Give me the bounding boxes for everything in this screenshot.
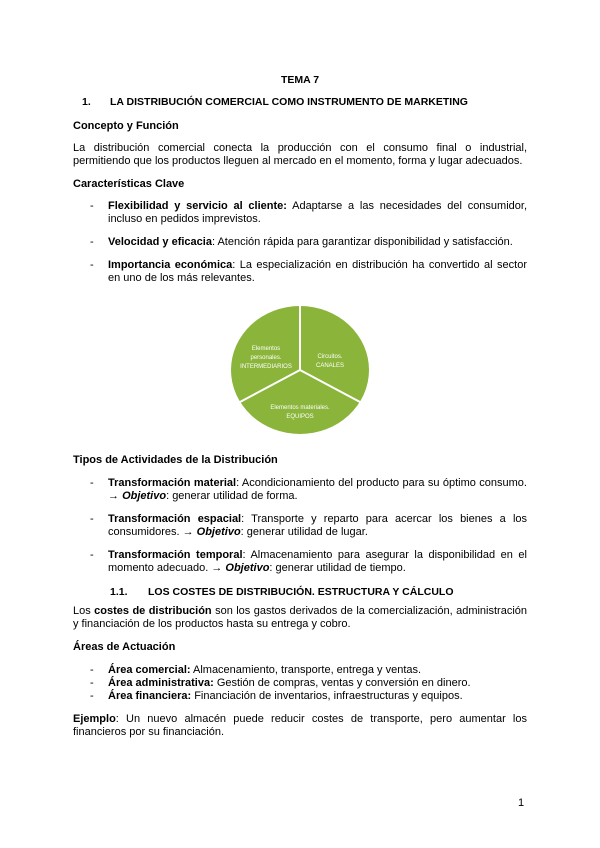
example-paragraph — [73, 713, 527, 739]
item-term: Transformación espacial — [108, 513, 242, 525]
objective-label: Objetivo — [196, 526, 241, 538]
costs-term: costes de distribución — [94, 605, 212, 617]
section-1-1-number: 1.1. — [110, 586, 128, 598]
segment-personal-line2: personales. — [250, 355, 282, 361]
item-text: : Acondicionamiento del producto para su óptimo consumo. → — [108, 477, 527, 502]
section-1-title: LA DISTRIBUCIÓN COMERCIAL COMO INSTRUMENTO DE MARKETING — [110, 96, 468, 108]
list-bullet: - — [90, 690, 94, 702]
costs-suffix: son los gastos derivados de la comercialización, administración y financiación de los productos hasta su entrega y cobro. — [73, 605, 528, 630]
list-bullet: - — [90, 664, 94, 676]
list-item — [73, 677, 527, 690]
activities-heading: Tipos de Actividades de la Distribución — [73, 454, 278, 466]
areas-list — [73, 664, 527, 703]
segment-material-line1: Elementos materiales. — [270, 405, 330, 411]
list-bullet: - — [90, 549, 94, 561]
topic-title: TEMA 7 — [280, 74, 320, 86]
objective-text: : generar utilidad de forma. — [166, 490, 298, 502]
item-term: Área financiera: — [108, 690, 192, 702]
list-item — [73, 690, 527, 703]
objective-label: Objetivo — [225, 562, 270, 574]
list-item — [73, 200, 527, 226]
item-text: : La especialización en distribución ha convertido al sector en uno de los más relevantes. — [108, 259, 527, 284]
item-text: Adaptarse a las necesidades del consumidor, incluso en pedidos imprevistos. — [108, 200, 527, 225]
list-bullet: - — [90, 677, 94, 689]
item-text: : Transporte y reparto para acercar los bienes a los consumidores. → — [108, 513, 527, 538]
list-bullet: - — [90, 477, 94, 489]
section-1-heading — [82, 96, 468, 109]
areas-heading: Áreas de Actuación — [73, 641, 176, 653]
costs-paragraph — [73, 605, 527, 631]
list-bullet: - — [90, 200, 94, 212]
list-item — [73, 513, 527, 539]
list-item — [73, 549, 527, 575]
costs-prefix: Los — [73, 605, 95, 617]
item-term: Transformación temporal — [108, 549, 243, 561]
example-text: : Un nuevo almacén puede reducir costes de transporte, pero aumentar los financieros por su financiación. — [73, 713, 527, 738]
item-text: : Atención rápida para garantizar disponibilidad y satisfacción. — [211, 236, 513, 248]
segment-personal-line3: INTERMEDIARIOS — [240, 364, 292, 370]
section-1-1-heading — [82, 586, 454, 599]
activities-list — [73, 477, 527, 575]
characteristics-heading: Características Clave — [73, 178, 185, 190]
item-text: : Almacenamiento para asegurar la disponibilidad en el momento adecuado. → — [108, 549, 527, 574]
item-term: Área comercial: — [108, 664, 191, 676]
section-1-1-title: LOS COSTES DE DISTRIBUCIÓN. ESTRUCTURA Y CÁLCULO — [148, 586, 454, 598]
item-term: Área administrativa: — [108, 677, 214, 689]
list-bullet: - — [90, 513, 94, 525]
list-item — [73, 236, 527, 249]
objective-text: : generar utilidad de tiempo. — [269, 562, 406, 574]
item-term: Importancia económica — [108, 259, 233, 271]
segment-personal-line1: Elementos — [251, 346, 281, 352]
distribution-elements-diagram — [230, 305, 370, 435]
list-item — [73, 259, 527, 285]
concept-paragraph: La distribución comercial conecta la producción con el consumo final o industrial, permitiendo que los productos lleguen al mercado en el momento, forma y lugar adecuados. — [73, 142, 527, 167]
concept-heading: Concepto y Función — [73, 120, 179, 132]
characteristics-list — [73, 200, 527, 285]
objective-text: : generar utilidad de lugar. — [240, 526, 368, 538]
list-item — [73, 477, 527, 503]
segment-material-line2: EQUIPOS — [286, 414, 314, 420]
list-item — [73, 664, 527, 677]
section-1-number: 1. — [82, 96, 91, 108]
list-bullet: - — [90, 236, 94, 248]
item-term: Transformación material — [108, 477, 237, 489]
item-term: Flexibilidad y servicio al cliente: — [108, 200, 287, 212]
item-text: Gestión de compras, ventas y conversión en dinero. — [213, 677, 471, 689]
segment-channels-line1: Circuitos. — [317, 354, 343, 360]
segment-channels-line2: CANALES — [315, 363, 345, 369]
list-bullet: - — [90, 259, 94, 271]
item-text: Financiación de inventarios, infraestructuras y equipos. — [191, 690, 463, 702]
objective-label: Objetivo — [122, 490, 167, 502]
example-label: Ejemplo — [73, 713, 116, 725]
item-text: Almacenamiento, transporte, entrega y ventas. — [190, 664, 422, 676]
item-term: Velocidad y eficacia — [108, 236, 212, 248]
page-number: 1 — [518, 797, 525, 809]
